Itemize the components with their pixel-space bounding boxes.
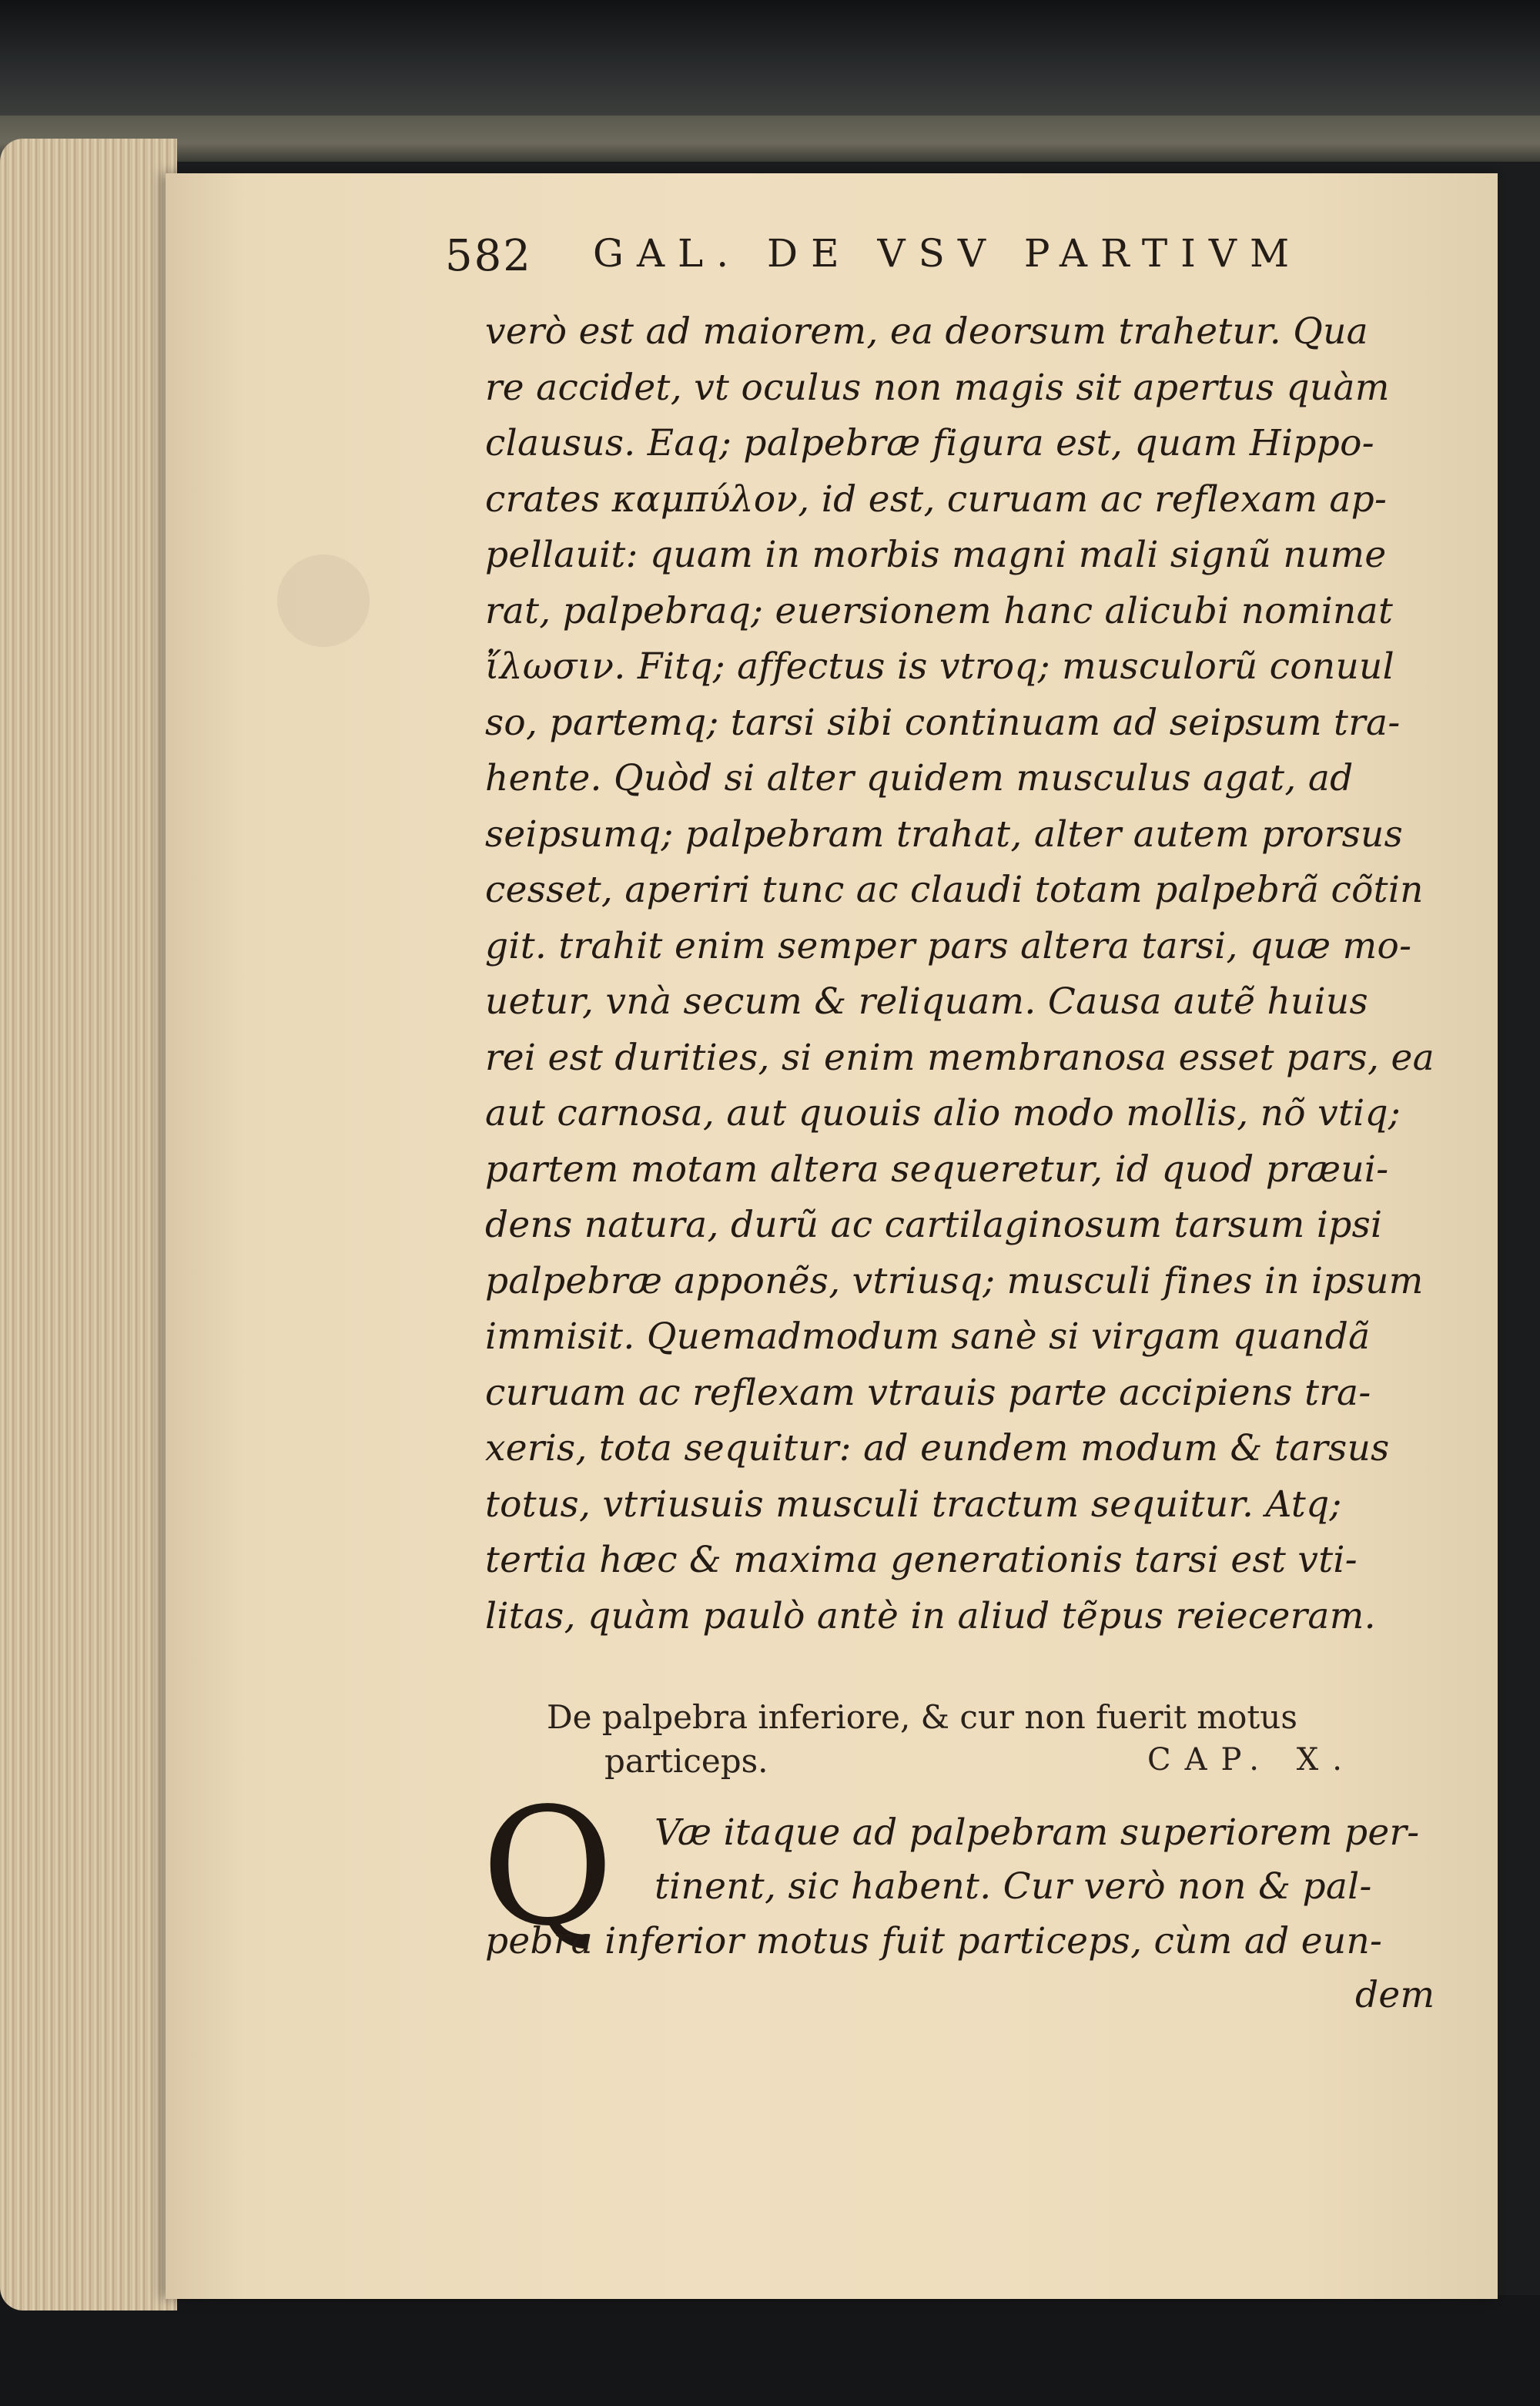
text-line: cesset, aperiri tunc ac claudi totam palpebrã cõtin <box>485 869 1424 911</box>
text-line: git. trahit enim semper pars altera tarsi, quæ mo- <box>485 924 1412 967</box>
text-line: so, partemq; tarsi sibi continuam ad seipsum tra- <box>485 701 1401 744</box>
text-line: crates καμπύλον, id est, curuam ac reflexam ap- <box>485 478 1388 521</box>
text-line: rei est durities, si enim membranosa esset pars, ea <box>485 1036 1435 1079</box>
chapter-number: CAP. X. <box>1147 1742 1356 1778</box>
text-line: rat, palpebraq; euersionem hanc alicubi nominat <box>485 589 1394 632</box>
text-line: hente. Quòd si alter quidem musculus agat, ad <box>485 757 1354 799</box>
text-line: aut carnosa, aut quouis alio modo mollis, nõ vtiq; <box>485 1092 1401 1134</box>
text-line: xeris, tota sequitur: ad eundem modum & tarsus <box>485 1427 1390 1469</box>
text-line: seipsumq; palpebram trahat, alter autem prorsus <box>485 813 1404 856</box>
text-line: partem motam altera sequeretur, id quod præui- <box>485 1148 1389 1191</box>
text-line: uetur, vnà secum & reliquam. Causa autẽ huius <box>485 980 1368 1023</box>
text-line: re accidet, vt oculus non magis sit apertus quàm <box>485 366 1390 409</box>
text-line: pebra inferior motus fuit particeps, cùm ad eun- <box>485 1920 1383 1962</box>
catchword: dem <box>1355 1974 1435 2016</box>
text-line: totus, vtriusuis musculi tractum sequitur. Atq; <box>485 1483 1342 1526</box>
text-line: ἴλωσιν. Fitq; affectus is vtroq; musculorũ conuul <box>485 645 1394 688</box>
text-line: Væ itaque ad palpebram superiorem per- <box>654 1811 1420 1854</box>
text-line: palpebræ apponẽs, vtriusq; musculi fines in ipsum <box>485 1259 1424 1302</box>
text-line: litas, quàm paulò antè in aliud tẽpus reieceram. <box>485 1594 1376 1637</box>
chapter-heading: De palpebra inferiore, & cur non fuerit motus <box>547 1698 1297 1736</box>
text-line: clausus. Eaq; palpebræ figura est, quam Hippo- <box>485 422 1374 464</box>
page-number: 582 <box>445 231 532 281</box>
drop-capital: Q <box>481 1773 614 1962</box>
text-line: dens natura, durũ ac cartilaginosum tarsum ipsi <box>485 1204 1383 1246</box>
text-line: immisit. Quemadmodum sanè si virgam quandã <box>485 1315 1371 1358</box>
book-spine-edge <box>0 116 1540 162</box>
chapter-body-text <box>654 1806 1471 1914</box>
text-line: tertia hæc & maxima generationis tarsi est vti- <box>485 1539 1358 1581</box>
text-line: curuam ac reflexam vtrauis parte accipiens tra- <box>485 1371 1371 1414</box>
chapter-heading-continued: particeps. <box>604 1742 768 1780</box>
text-line: verò est ad maiorem, ea deorsum trahetur. Qua <box>485 310 1368 353</box>
page-edges-stack <box>0 139 177 2310</box>
text-line: pellauit: quam in morbis magni mali signũ nume <box>485 534 1387 576</box>
body-text <box>485 304 1471 1644</box>
running-header-title: GAL. DE VSV PARTIVM <box>593 231 1303 276</box>
ink-bleed-mark <box>277 555 370 647</box>
background-bottom <box>0 2295 1540 2406</box>
text-line: tinent, sic habent. Cur verò non & pal- <box>654 1865 1372 1908</box>
